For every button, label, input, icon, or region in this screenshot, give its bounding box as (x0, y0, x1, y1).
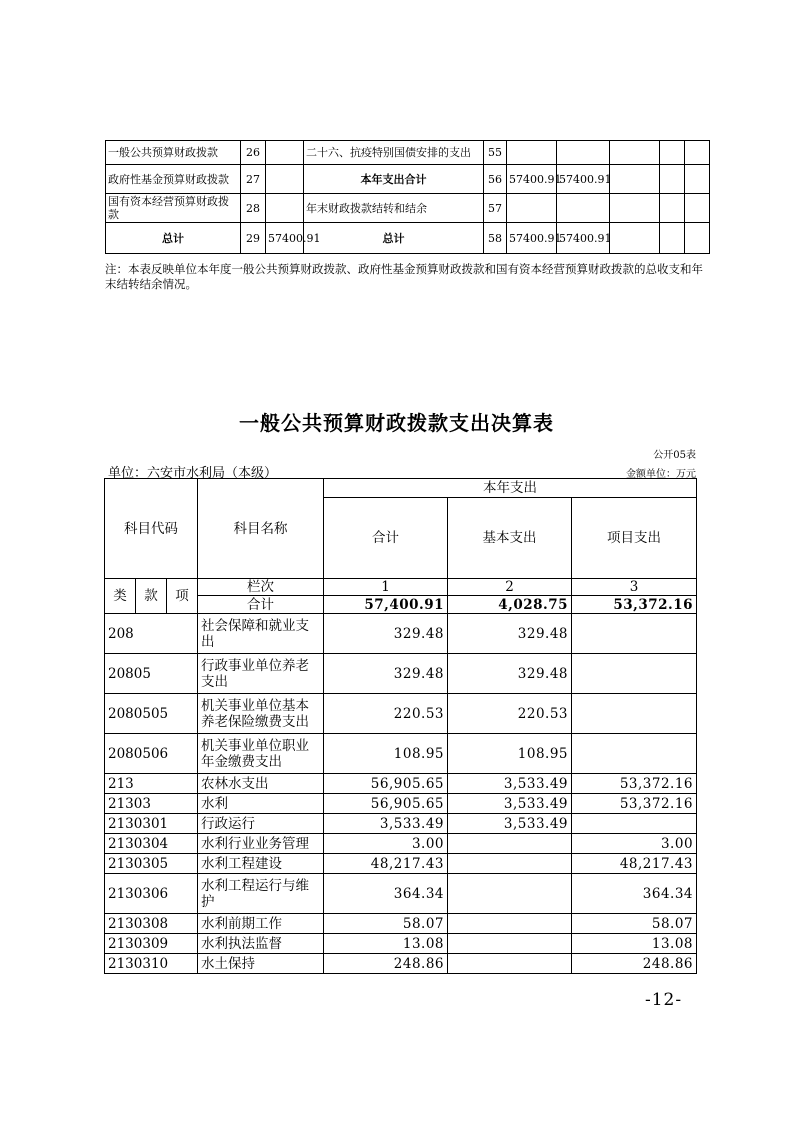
table-row (105, 874, 697, 914)
header-column-index: 栏次 (198, 579, 324, 596)
table-row (106, 223, 710, 254)
totals-total: 57,400.91 (324, 596, 448, 614)
row-project (572, 654, 697, 694)
row-project: 248.86 (572, 954, 697, 974)
row-basic: 329.48 (448, 654, 572, 694)
previous-table-fragment (105, 140, 710, 254)
table-row (105, 914, 697, 934)
row-project (572, 614, 697, 654)
row-name: 行政运行 (198, 814, 324, 834)
fragment-empty-cell (610, 165, 660, 194)
col-index-3: 3 (572, 579, 697, 596)
row-code: 20805 (105, 654, 198, 694)
fragment-value-1: 57400.91 (507, 165, 557, 194)
row-project (572, 814, 697, 834)
fragment-left-value (266, 165, 304, 194)
row-project: 13.08 (572, 934, 697, 954)
expenditure-table (104, 478, 697, 974)
fragment-empty-cell (610, 194, 660, 223)
fragment-left-value (266, 194, 304, 223)
row-basic: 3,533.49 (448, 794, 572, 814)
header-total: 合计 (324, 498, 448, 579)
fragment-left-label: 国有资本经营预算财政拨款 (106, 194, 241, 223)
row-project: 53,372.16 (572, 794, 697, 814)
fragment-mid-label: 总计 (304, 223, 484, 254)
row-code: 21303 (105, 794, 198, 814)
fragment-mid-label: 年末财政拨款结转和结余 (304, 194, 484, 223)
fragment-value-2 (557, 194, 610, 223)
fragment-value-2: 57400.91 (557, 165, 610, 194)
fragment-left-no: 26 (241, 141, 266, 165)
table-row (105, 734, 697, 774)
row-basic (448, 874, 572, 914)
row-total: 364.34 (324, 874, 448, 914)
fragment-value-2: 57400.91 (557, 223, 610, 254)
fragment-mid-no: 56 (484, 165, 507, 194)
row-name: 水利执法监督 (198, 934, 324, 954)
row-total: 48,217.43 (324, 854, 448, 874)
header-basic: 基本支出 (448, 498, 572, 579)
unit-label: 单位：六安市水利局（本级） (108, 466, 278, 481)
page-number: -12- (645, 990, 683, 1010)
row-name: 机关事业单位基本养老保险缴费支出 (198, 694, 324, 734)
header-name: 科目名称 (198, 479, 324, 579)
row-total: 108.95 (324, 734, 448, 774)
row-total: 3.00 (324, 834, 448, 854)
row-code: 2130306 (105, 874, 198, 914)
row-name: 水土保持 (198, 954, 324, 974)
fragment-empty-cell (660, 223, 685, 254)
fragment-value-1 (507, 141, 557, 165)
row-total: 220.53 (324, 694, 448, 734)
header-current-year: 本年支出 (324, 479, 697, 498)
fragment-mid-no: 57 (484, 194, 507, 223)
row-name: 行政事业单位养老支出 (198, 654, 324, 694)
fragment-empty-cell (685, 194, 710, 223)
row-project: 53,372.16 (572, 774, 697, 794)
row-total: 248.86 (324, 954, 448, 974)
table-row (106, 141, 710, 165)
table-row (105, 794, 697, 814)
row-basic: 3,533.49 (448, 814, 572, 834)
fragment-empty-cell (685, 165, 710, 194)
table-row (105, 854, 697, 874)
row-name: 机关事业单位职业年金缴费支出 (198, 734, 324, 774)
row-total: 3,533.49 (324, 814, 448, 834)
fragment-empty-cell (610, 223, 660, 254)
header-kuan: 款 (136, 579, 167, 614)
row-basic (448, 914, 572, 934)
fragment-empty-cell (685, 141, 710, 165)
fragment-value-1 (507, 194, 557, 223)
fragment-left-label: 总计 (106, 223, 241, 254)
fragment-empty-cell (685, 223, 710, 254)
row-total: 329.48 (324, 614, 448, 654)
table-row (105, 654, 697, 694)
row-total: 329.48 (324, 654, 448, 694)
row-total: 56,905.65 (324, 794, 448, 814)
col-index-2: 2 (448, 579, 572, 596)
col-index-1: 1 (324, 579, 448, 596)
row-name: 社会保障和就业支出 (198, 614, 324, 654)
totals-basic: 4,028.75 (448, 596, 572, 614)
fragment-empty-cell (610, 141, 660, 165)
row-basic: 329.48 (448, 614, 572, 654)
row-name: 农林水支出 (198, 774, 324, 794)
fragment-mid-no: 58 (484, 223, 507, 254)
row-code: 213 (105, 774, 198, 794)
row-basic: 108.95 (448, 734, 572, 774)
row-project (572, 734, 697, 774)
fragment-left-label: 政府性基金预算财政拨款 (106, 165, 241, 194)
header-project: 项目支出 (572, 498, 697, 579)
row-basic: 220.53 (448, 694, 572, 734)
row-code: 2130301 (105, 814, 198, 834)
table-row (105, 774, 697, 794)
fragment-value-1: 57400.91 (507, 223, 557, 254)
totals-project: 53,372.16 (572, 596, 697, 614)
row-code: 208 (105, 614, 198, 654)
row-basic (448, 934, 572, 954)
fragment-empty-cell (660, 194, 685, 223)
row-code: 2130309 (105, 934, 198, 954)
table-row (105, 934, 697, 954)
fragment-empty-cell (660, 141, 685, 165)
table-note: 注：本表反映单位本年度一般公共预算财政拨款、政府性基金预算财政拨款和国有资本经营预算财政拨款的总收支和年末结转结余情况。 (105, 262, 703, 291)
row-name: 水利 (198, 794, 324, 814)
fragment-empty-cell (660, 165, 685, 194)
page-title: 一般公共预算财政拨款支出决算表 (239, 411, 554, 435)
fragment-left-no: 27 (241, 165, 266, 194)
row-code: 2080506 (105, 734, 198, 774)
table-row (105, 694, 697, 734)
row-project: 364.34 (572, 874, 697, 914)
row-basic (448, 954, 572, 974)
fragment-left-value: 57400.91 (266, 223, 304, 254)
row-code: 2080505 (105, 694, 198, 734)
fragment-mid-label: 二十六、抗疫特别国债安排的支出 (304, 141, 484, 165)
table-row (105, 614, 697, 654)
row-code: 2130310 (105, 954, 198, 974)
fragment-mid-label: 本年支出合计 (304, 165, 484, 194)
header-code: 科目代码 (105, 479, 198, 579)
fragment-left-value (266, 141, 304, 165)
table-row (105, 814, 697, 834)
table-row (106, 165, 710, 194)
row-code: 2130308 (105, 914, 198, 934)
row-total: 58.07 (324, 914, 448, 934)
row-name: 水利工程运行与维护 (198, 874, 324, 914)
row-total: 13.08 (324, 934, 448, 954)
table-row (106, 194, 710, 223)
fragment-left-no: 28 (241, 194, 266, 223)
row-project: 3.00 (572, 834, 697, 854)
row-code: 2130304 (105, 834, 198, 854)
fragment-left-label: 一般公共预算财政拨款 (106, 141, 241, 165)
totals-label: 合计 (198, 596, 324, 614)
header-lei: 类 (105, 579, 136, 614)
header-xiang: 项 (167, 579, 198, 614)
row-project: 48,217.43 (572, 854, 697, 874)
row-basic (448, 834, 572, 854)
table-row (105, 834, 697, 854)
fragment-left-no: 29 (241, 223, 266, 254)
row-name: 水利工程建设 (198, 854, 324, 874)
table-row (105, 954, 697, 974)
fragment-mid-no: 55 (484, 141, 507, 165)
row-basic: 3,533.49 (448, 774, 572, 794)
row-project (572, 694, 697, 734)
money-unit-label: 金额单位：万元 (626, 469, 696, 480)
row-basic (448, 854, 572, 874)
row-name: 水利行业业务管理 (198, 834, 324, 854)
row-code: 2130305 (105, 854, 198, 874)
row-name: 水利前期工作 (198, 914, 324, 934)
table-code: 公开05表 (653, 450, 696, 461)
row-total: 56,905.65 (324, 774, 448, 794)
fragment-value-2 (557, 141, 610, 165)
row-project: 58.07 (572, 914, 697, 934)
